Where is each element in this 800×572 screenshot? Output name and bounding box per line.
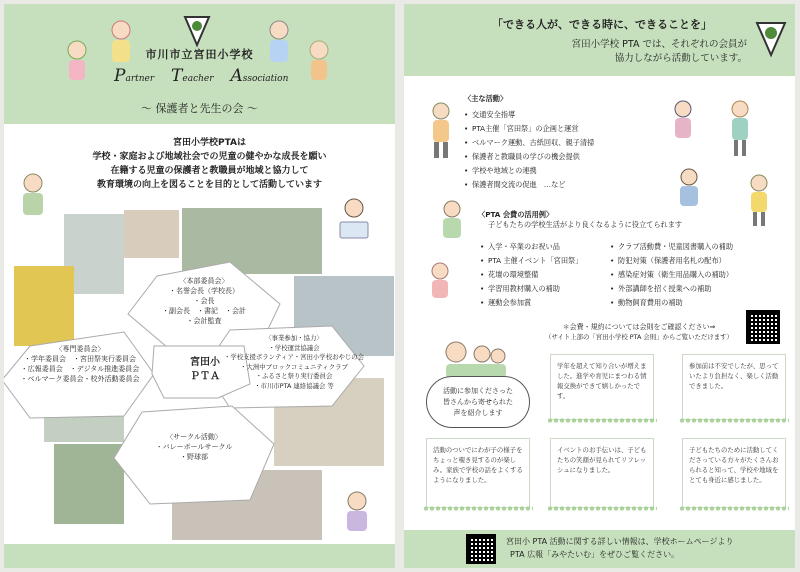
- school-name: 市川市立宮田小学校: [145, 48, 254, 61]
- school-emblem-icon: [754, 20, 788, 58]
- voice-note: 活動のついでにわが子の様子をちょっと覗き見するのが楽しみ。家族で学校の話をよくするようになりました。: [426, 438, 530, 508]
- teacher-illustration: [674, 168, 704, 208]
- center-label: 宮田小 ＰＴＡ: [190, 357, 220, 382]
- headline: 「できる人が、できる時に、できることを」: [492, 18, 712, 31]
- fee-list-left: • 入学・卒業のお祝い品 • PTA 主催イベント「宮田祭」 • 花壇の環境整備 • 学習用教材購入の補助 • 運動会参加賞: [480, 240, 610, 310]
- left-page: [4, 4, 395, 568]
- voices-bubble: 活動に参加くださった 皆さんから寄せられた 声を紹介します: [426, 376, 530, 428]
- rules-note: ＊会費・規約については会則をご確認ください⇒ （サイト上部の「宮田小学校 PTA 会則」からご覧いただけます）: [545, 323, 733, 341]
- voice-note: 参加前は不安でしたが、思っていたより負担なく、楽しく活動できました。: [682, 354, 786, 420]
- child-illustration: [428, 102, 454, 162]
- child-illustration: [726, 100, 754, 160]
- homepage-qr-code[interactable]: [466, 534, 496, 564]
- main-activities: 〈主な活動〉 • 交通安全指導 • PTA主催「宮田祭」の企画と運営 • ベルマーク運動、古紙回収、親子清掃 • 保護者と教職員の学びの機会提供 • 学校や地域との連携 • 保護者間交流の促進 …など: [464, 94, 664, 192]
- fee-usage: 〈PTA 会費の活用例〉 子どもたちの学校生活がより良くなるように役立てられます: [478, 210, 683, 229]
- circle-activities: 〈サークル活動〉 ・バレーボールサークル ・野球部: [155, 433, 233, 461]
- voice-note: 子どもたちのために活動してくださっている方々がたくさんおられると知って、学校や地域をとても身近に感じました。: [682, 438, 786, 508]
- child-illustration: [670, 100, 696, 142]
- voice-note: 学年を超えて知り合いが増えました。進学や育児にまつわる情報交換ができて嬉しかったです。: [550, 354, 654, 420]
- child-illustration: [428, 262, 452, 302]
- parent-illustration: [438, 200, 466, 240]
- intro-text: 宮田小学校PTAは 学校・家庭および地域社会での児童の健やかな成長を願い 在籍する児童の保護者と教職員が地域と協力して 教育環境の向上を図ることを目的として活動しています: [92, 138, 327, 190]
- parent-illustration: [340, 490, 374, 534]
- pta-full-name: Partner Teacher Association: [114, 66, 289, 86]
- subtitle: 〜 保護者と先生の会 〜: [141, 102, 258, 115]
- header-subtitle: 宮田小学校 PTA では、それぞれの会員が 協力しながら活動しています。: [571, 39, 747, 64]
- senmon-committee: 〈専門委員会〉 ・学年委員会 ・宮田祭実行委員会 ・広報委員会 ・デジタル推進委員会 ・ベルマーク委員会・校外活動委員会: [20, 345, 140, 383]
- footer-text: 宮田小 PTA 活動に関する詳しい情報は、学校ホームページより PTA 広報「みやたいむ」をぜひご覧ください。: [506, 537, 734, 559]
- jigyo-participation: 〈事業参加・協力〉 ・学校運営協議会 ・学校支援ボランティア・宮田小学校おやじの会 ・大洲中ブロックコミュニティクラブ ・ふるさと祭り実行委員会 ・市川市PTA 連絡協議会 等: [223, 334, 365, 390]
- rules-qr-code[interactable]: [746, 310, 780, 344]
- family-illustration: [434, 338, 514, 378]
- right-page: [404, 4, 795, 568]
- voice-note: イベントのお手伝いは、子どもたちの笑顔が見られてリフレッシュになりました。: [550, 438, 654, 508]
- fee-list-right: • クラブ活動費・児童図書購入の補助 • 防犯対策（保護者用名札の配布） • 感染症対策（衛生用品購入の補助） • 外部講師を招く授業への補助 • 動物飼育費用の補助: [610, 240, 790, 310]
- honbu-committee: 〈本部委員会〉 ・名誉会長（学校長） ・会長 ・副会長 ・書記 ・会計 ・会計監査: [162, 277, 246, 325]
